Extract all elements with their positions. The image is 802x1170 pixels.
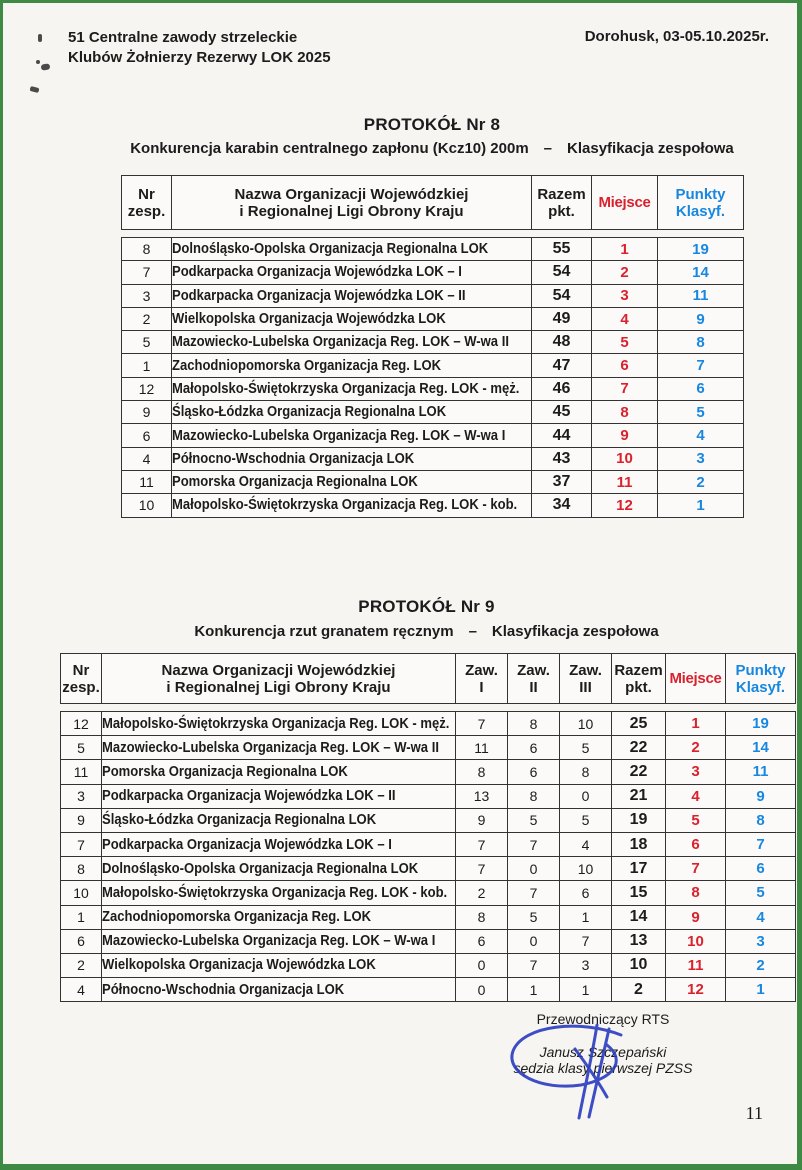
razem-cell: 44 (532, 424, 592, 447)
signer-role: Przewodniczący RTS (536, 1011, 670, 1027)
miejsce-cell: 4 (666, 784, 726, 808)
col-header-zaw: Zaw. II (508, 654, 560, 704)
scan-speck (38, 34, 42, 42)
miejsce-cell: 9 (592, 424, 658, 447)
razem-cell: 19 (612, 808, 666, 832)
zaw-cell: 8 (456, 760, 508, 784)
nr-cell: 12 (122, 377, 172, 400)
zaw-cell: 10 (560, 857, 612, 881)
col-header-nr: Nr zesp. (61, 654, 102, 704)
zaw-cell: 8 (456, 905, 508, 929)
table-row (122, 424, 744, 447)
protocol8-table (121, 175, 743, 518)
miejsce-cell: 10 (592, 447, 658, 470)
name-cell: Mazowiecko-Lubelska Organizacja Reg. LOK – W-wa II (102, 736, 456, 760)
table-row (61, 905, 796, 929)
table-row (122, 354, 744, 377)
protocol8-subtitle-competition: Konkurencja karabin centralnego zapłonu (Kcz10) 200m (130, 140, 529, 157)
razem-cell: 10 (612, 953, 666, 977)
nr-cell: 3 (122, 284, 172, 307)
page-number: 11 (745, 1103, 763, 1123)
zaw-cell: 5 (508, 808, 560, 832)
protocol9-subtitle (58, 623, 795, 640)
protocol8-subtitle-classification: Klasyfikacja zespołowa (567, 140, 734, 157)
zaw-cell: 6 (508, 760, 560, 784)
table-row (122, 331, 744, 354)
table-row (61, 881, 796, 905)
signer-credential: sędzia klasy pierwszej PZSS (513, 1060, 693, 1076)
nr-cell: 8 (61, 857, 102, 881)
protocol9-table (60, 653, 795, 1002)
table-row (61, 857, 796, 881)
nr-cell: 9 (122, 401, 172, 424)
nr-cell: 4 (122, 447, 172, 470)
zaw-cell: 3 (560, 953, 612, 977)
event-title-line2: Klubów Żołnierzy Rezerwy LOK 2025 (68, 49, 331, 66)
zaw-cell: 10 (560, 712, 612, 736)
dash: – (543, 140, 553, 157)
punkty-cell: 3 (658, 447, 744, 470)
nr-cell: 1 (122, 354, 172, 377)
zaw-cell: 1 (560, 978, 612, 1002)
razem-cell: 54 (532, 284, 592, 307)
punkty-cell: 14 (726, 736, 796, 760)
punkty-cell: 19 (658, 238, 744, 261)
miejsce-cell: 12 (666, 978, 726, 1002)
nr-cell: 9 (61, 808, 102, 832)
nr-cell: 2 (122, 307, 172, 330)
table-row (122, 377, 744, 400)
nr-cell: 7 (61, 832, 102, 856)
zaw-cell: 8 (508, 712, 560, 736)
punkty-cell: 7 (726, 832, 796, 856)
zaw-cell: 5 (560, 808, 612, 832)
col-header-razem: Razem pkt. (612, 654, 666, 704)
table-row (61, 953, 796, 977)
zaw-cell: 0 (508, 857, 560, 881)
zaw-cell: 7 (456, 712, 508, 736)
table-row (122, 401, 744, 424)
paper (3, 3, 797, 1164)
zaw-cell: 11 (456, 736, 508, 760)
miejsce-cell: 2 (592, 261, 658, 284)
punkty-cell: 8 (658, 331, 744, 354)
punkty-cell: 19 (726, 712, 796, 736)
nr-cell: 11 (61, 760, 102, 784)
name-cell: Zachodniopomorska Organizacja Reg. LOK (172, 354, 532, 377)
razem-cell: 2 (612, 978, 666, 1002)
miejsce-cell: 11 (666, 953, 726, 977)
razem-cell: 25 (612, 712, 666, 736)
zaw-cell: 5 (560, 736, 612, 760)
razem-cell: 22 (612, 760, 666, 784)
punkty-cell: 5 (726, 881, 796, 905)
razem-cell: 14 (612, 905, 666, 929)
nr-cell: 4 (61, 978, 102, 1002)
zaw-cell: 0 (508, 929, 560, 953)
zaw-cell: 1 (560, 905, 612, 929)
miejsce-cell: 4 (592, 307, 658, 330)
razem-cell: 37 (532, 470, 592, 493)
nr-cell: 2 (61, 953, 102, 977)
table-row (61, 978, 796, 1002)
punkty-cell: 2 (726, 953, 796, 977)
protocol8-title: PROTOKÓŁ Nr 8 (363, 115, 501, 134)
punkty-cell: 8 (726, 808, 796, 832)
punkty-cell: 11 (658, 284, 744, 307)
dash: – (468, 623, 477, 640)
razem-cell: 22 (612, 736, 666, 760)
miejsce-cell: 9 (666, 905, 726, 929)
signer-name: Janusz Szczepański (539, 1044, 667, 1060)
table-row (122, 307, 744, 330)
punkty-cell: 5 (658, 401, 744, 424)
document-header (68, 28, 331, 68)
razem-cell: 34 (532, 494, 592, 517)
name-cell: Małopolsko-Świętokrzyska Organizacja Reg. LOK - kob. (102, 881, 456, 905)
table-row (122, 284, 744, 307)
nr-cell: 1 (61, 905, 102, 929)
col-header-razem: Razem pkt. (532, 176, 592, 230)
zaw-cell: 9 (456, 808, 508, 832)
zaw-cell: 7 (508, 832, 560, 856)
razem-cell: 46 (532, 377, 592, 400)
zaw-cell: 6 (456, 929, 508, 953)
miejsce-cell: 3 (592, 284, 658, 307)
zaw-cell: 13 (456, 784, 508, 808)
table-row (122, 447, 744, 470)
name-cell: Podkarpacka Organizacja Wojewódzka LOK – I (102, 832, 456, 856)
name-cell: Zachodniopomorska Organizacja Reg. LOK (102, 905, 456, 929)
name-cell: Mazowiecko-Lubelska Organizacja Reg. LOK – W-wa I (172, 424, 532, 447)
zaw-cell: 5 (508, 905, 560, 929)
name-cell: Śląsko-Łódzka Organizacja Regionalna LOK (172, 401, 532, 424)
table-row (61, 832, 796, 856)
zaw-cell: 7 (560, 929, 612, 953)
protocol9-title: PROTOKÓŁ Nr 9 (358, 597, 495, 616)
name-cell: Podkarpacka Organizacja Wojewódzka LOK – II (172, 284, 532, 307)
nr-cell: 5 (122, 331, 172, 354)
table-row (122, 494, 744, 517)
razem-cell: 55 (532, 238, 592, 261)
col-header-punkty: Punkty Klasyf. (726, 654, 796, 704)
name-cell: Mazowiecko-Lubelska Organizacja Reg. LOK – W-wa I (102, 929, 456, 953)
zaw-cell: 0 (560, 784, 612, 808)
name-cell: Małopolsko-Świętokrzyska Organizacja Reg. LOK - kob. (172, 494, 532, 517)
table-row (61, 784, 796, 808)
zaw-cell: 7 (456, 832, 508, 856)
name-cell: Podkarpacka Organizacja Wojewódzka LOK – I (172, 261, 532, 284)
col-header-punkty: Punkty Klasyf. (658, 176, 744, 230)
col-header-name: Nazwa Organizacji Wojewódzkiej i Regionalnej Ligi Obrony Kraju (102, 654, 456, 704)
table-row (61, 808, 796, 832)
miejsce-cell: 5 (592, 331, 658, 354)
table-row (61, 929, 796, 953)
nr-cell: 7 (122, 261, 172, 284)
punkty-cell: 1 (658, 494, 744, 517)
punkty-cell: 3 (726, 929, 796, 953)
col-header-nr: Nr zesp. (122, 176, 172, 230)
event-title-line1: 51 Centralne zawody strzeleckie (68, 29, 298, 46)
razem-cell: 54 (532, 261, 592, 284)
date-location: Dorohusk, 03-05.10.2025r. (584, 28, 769, 45)
scan-speck (41, 63, 51, 70)
name-cell: Północno-Wschodnia Organizacja LOK (102, 978, 456, 1002)
miejsce-cell: 12 (592, 494, 658, 517)
col-header-zaw: Zaw. III (560, 654, 612, 704)
col-header-miejsce: Miejsce (666, 654, 726, 704)
zaw-cell: 8 (508, 784, 560, 808)
name-cell: Śląsko-Łódzka Organizacja Regionalna LOK (102, 808, 456, 832)
punkty-cell: 1 (726, 978, 796, 1002)
zaw-cell: 7 (456, 857, 508, 881)
nr-cell: 3 (61, 784, 102, 808)
miejsce-cell: 1 (592, 238, 658, 261)
nr-cell: 12 (61, 712, 102, 736)
table-row (122, 238, 744, 261)
name-cell: Wielkopolska Organizacja Wojewódzka LOK (172, 307, 532, 330)
nr-cell: 6 (61, 929, 102, 953)
name-cell: Dolnośląsko-Opolska Organizacja Regionalna LOK (172, 238, 532, 261)
razem-cell: 21 (612, 784, 666, 808)
zaw-cell: 7 (508, 953, 560, 977)
zaw-cell: 7 (508, 881, 560, 905)
nr-cell: 8 (122, 238, 172, 261)
razem-cell: 49 (532, 307, 592, 330)
miejsce-cell: 8 (592, 401, 658, 424)
miejsce-cell: 6 (592, 354, 658, 377)
table-row (61, 736, 796, 760)
zaw-cell: 1 (508, 978, 560, 1002)
name-cell: Małopolsko-Świętokrzyska Organizacja Reg. LOK - męż. (102, 712, 456, 736)
zaw-cell: 0 (456, 953, 508, 977)
scan-speck (30, 86, 40, 93)
name-cell: Mazowiecko-Lubelska Organizacja Reg. LOK – W-wa II (172, 331, 532, 354)
razem-cell: 13 (612, 929, 666, 953)
miejsce-cell: 7 (592, 377, 658, 400)
miejsce-cell: 3 (666, 760, 726, 784)
miejsce-cell: 5 (666, 808, 726, 832)
razem-cell: 17 (612, 857, 666, 881)
zaw-cell: 6 (508, 736, 560, 760)
name-cell: Pomorska Organizacja Regionalna LOK (102, 760, 456, 784)
zaw-cell: 0 (456, 978, 508, 1002)
miejsce-cell: 1 (666, 712, 726, 736)
punkty-cell: 4 (658, 424, 744, 447)
nr-cell: 6 (122, 424, 172, 447)
punkty-cell: 4 (726, 905, 796, 929)
col-header-miejsce: Miejsce (592, 176, 658, 230)
zaw-cell: 8 (560, 760, 612, 784)
name-cell: Pomorska Organizacja Regionalna LOK (172, 470, 532, 493)
col-header-zaw: Zaw. I (456, 654, 508, 704)
zaw-cell: 6 (560, 881, 612, 905)
table-row (122, 261, 744, 284)
table-row (61, 712, 796, 736)
protocol8-subtitle (103, 140, 761, 157)
punkty-cell: 9 (658, 307, 744, 330)
zaw-cell: 2 (456, 881, 508, 905)
col-header-name: Nazwa Organizacji Wojewódzkiej i Regionalnej Ligi Obrony Kraju (172, 176, 532, 230)
punkty-cell: 11 (726, 760, 796, 784)
table-row (61, 760, 796, 784)
miejsce-cell: 6 (666, 832, 726, 856)
name-cell: Północno-Wschodnia Organizacja LOK (172, 447, 532, 470)
zaw-cell: 4 (560, 832, 612, 856)
punkty-cell: 14 (658, 261, 744, 284)
name-cell: Dolnośląsko-Opolska Organizacja Regionalna LOK (102, 857, 456, 881)
razem-cell: 45 (532, 401, 592, 424)
signature-block (458, 1011, 748, 1076)
razem-cell: 15 (612, 881, 666, 905)
name-cell: Małopolsko-Świętokrzyska Organizacja Reg. LOK - męż. (172, 377, 532, 400)
miejsce-cell: 11 (592, 470, 658, 493)
punkty-cell: 6 (726, 857, 796, 881)
table-row (122, 470, 744, 493)
razem-cell: 18 (612, 832, 666, 856)
miejsce-cell: 7 (666, 857, 726, 881)
razem-cell: 43 (532, 447, 592, 470)
protocol9-subtitle-classification: Klasyfikacja zespołowa (491, 623, 659, 640)
nr-cell: 10 (122, 494, 172, 517)
miejsce-cell: 8 (666, 881, 726, 905)
razem-cell: 47 (532, 354, 592, 377)
punkty-cell: 7 (658, 354, 744, 377)
nr-cell: 11 (122, 470, 172, 493)
miejsce-cell: 2 (666, 736, 726, 760)
nr-cell: 10 (61, 881, 102, 905)
name-cell: Podkarpacka Organizacja Wojewódzka LOK – II (102, 784, 456, 808)
razem-cell: 48 (532, 331, 592, 354)
scan-speck (36, 60, 40, 64)
name-cell: Wielkopolska Organizacja Wojewódzka LOK (102, 953, 456, 977)
punkty-cell: 2 (658, 470, 744, 493)
miejsce-cell: 10 (666, 929, 726, 953)
punkty-cell: 9 (726, 784, 796, 808)
punkty-cell: 6 (658, 377, 744, 400)
protocol9-subtitle-competition: Konkurencja rzut granatem ręcznym (194, 623, 454, 640)
nr-cell: 5 (61, 736, 102, 760)
